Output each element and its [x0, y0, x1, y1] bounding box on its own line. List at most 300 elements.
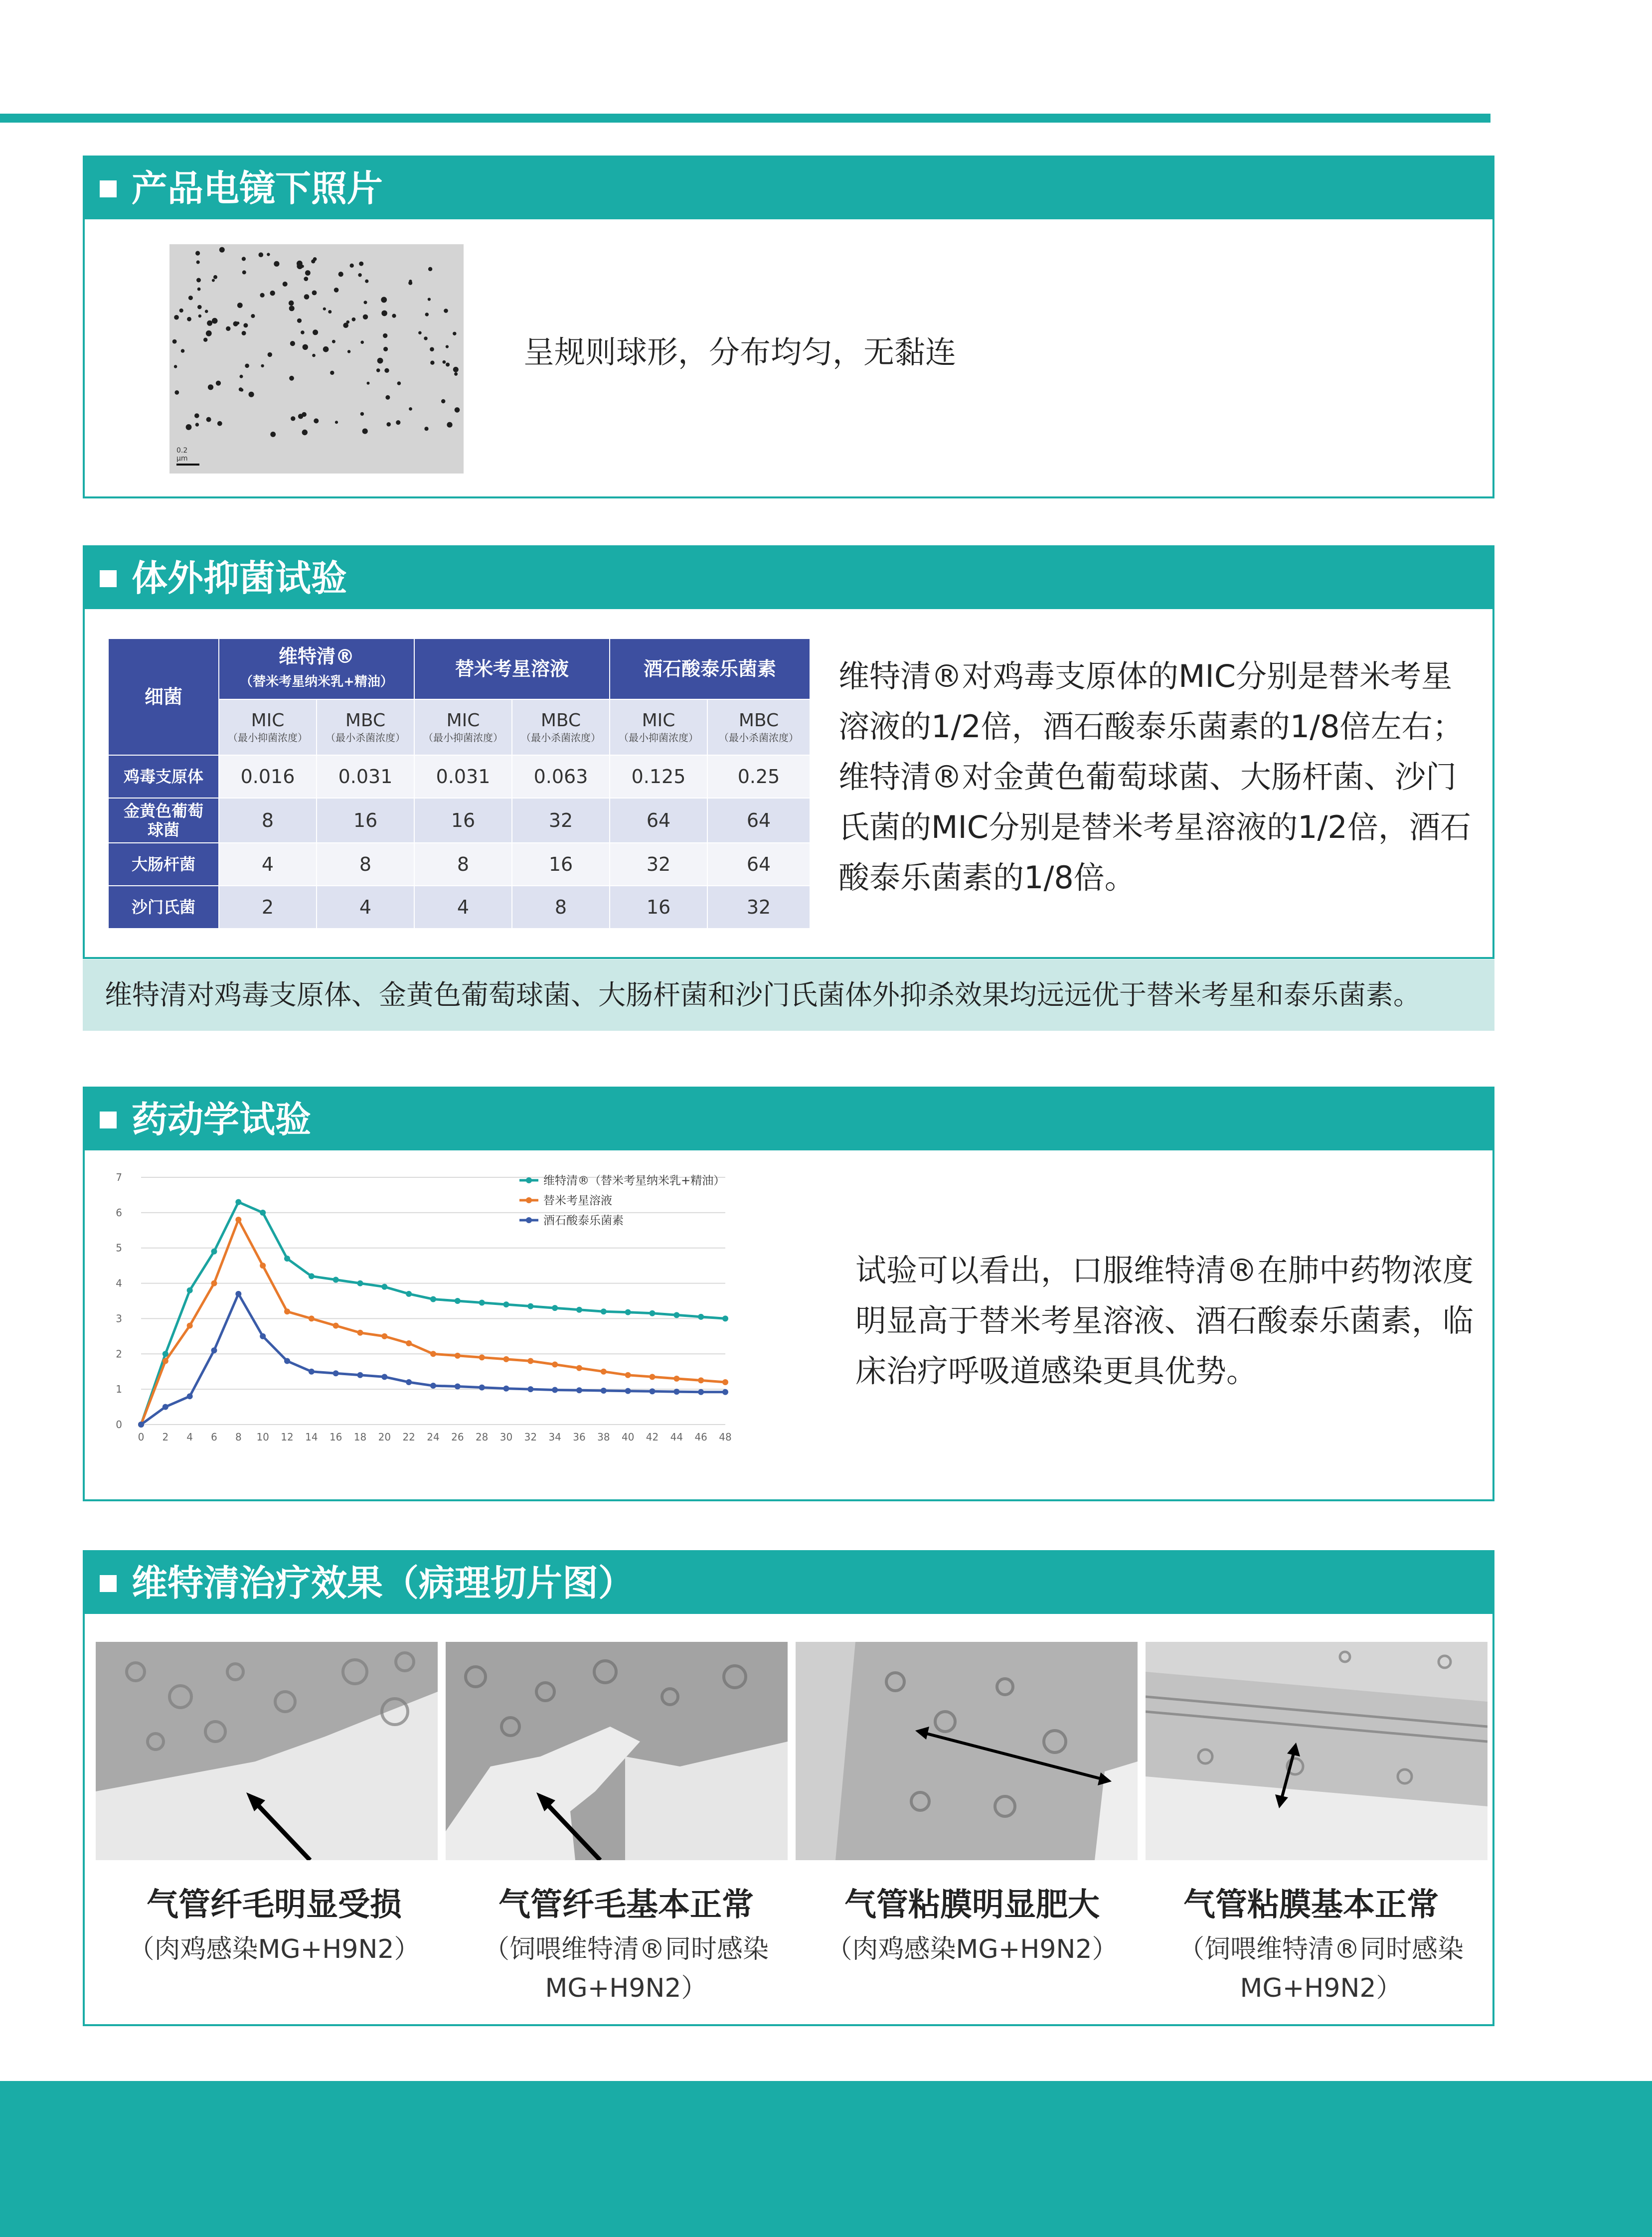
x-tick-label: 8 — [235, 1431, 242, 1443]
particle-dot — [212, 279, 215, 282]
data-point — [576, 1387, 582, 1393]
legend-marker — [526, 1217, 532, 1223]
particle-dot — [206, 330, 212, 336]
particle-dot — [217, 421, 222, 426]
particle-dot — [249, 392, 254, 397]
legend-marker — [526, 1177, 532, 1183]
table-cell: 4 — [414, 886, 512, 929]
particle-dot — [359, 262, 363, 266]
x-tick-label: 22 — [402, 1431, 415, 1443]
particle-dot — [386, 422, 391, 427]
table-cell: 64 — [610, 798, 707, 843]
data-point — [479, 1300, 485, 1306]
x-tick-label: 36 — [573, 1431, 586, 1443]
table-group-header: 替米考星溶液 — [414, 639, 610, 699]
data-point — [698, 1377, 704, 1383]
data-point — [698, 1389, 704, 1395]
particle-dot — [424, 336, 427, 340]
particle-dot — [251, 314, 255, 318]
particle-dot — [332, 340, 335, 343]
x-tick-label: 32 — [524, 1431, 537, 1443]
x-tick-label: 40 — [621, 1431, 635, 1443]
table-row — [108, 755, 810, 798]
table-row — [108, 843, 810, 886]
pathology-image-2 — [446, 1642, 788, 1860]
x-tick-label: 16 — [329, 1431, 342, 1443]
pathology-image-3 — [796, 1642, 1138, 1860]
particle-dot — [334, 288, 339, 293]
section-title: 体外抑菌试验 — [132, 557, 347, 599]
particle-dot — [213, 275, 217, 279]
data-point — [260, 1210, 266, 1216]
section-pharmacokinetics — [83, 1087, 1494, 1501]
data-point — [576, 1365, 582, 1371]
data-point — [284, 1256, 290, 1262]
data-point — [455, 1383, 461, 1389]
particle-dot — [396, 420, 400, 425]
data-point — [211, 1280, 217, 1286]
square-bullet-icon — [100, 1112, 117, 1128]
table-cell: 16 — [610, 886, 707, 929]
y-tick-label: 0 — [116, 1419, 122, 1431]
particle-dot — [385, 395, 390, 400]
particle-dot — [226, 326, 230, 331]
data-point — [284, 1308, 290, 1314]
x-tick-label: 0 — [138, 1431, 145, 1443]
table-cell: 8 — [414, 843, 512, 886]
x-tick-label: 42 — [646, 1431, 659, 1443]
particle-dot — [453, 332, 456, 335]
row-label: 沙门氏菌 — [108, 886, 219, 929]
row-label: 大肠杆菌 — [108, 843, 219, 886]
data-point — [357, 1330, 363, 1336]
table-cell: 64 — [707, 798, 810, 843]
data-point — [381, 1374, 387, 1380]
data-point — [357, 1372, 363, 1378]
data-point — [260, 1333, 266, 1339]
particle-dot — [312, 291, 317, 296]
data-point — [138, 1422, 144, 1428]
y-tick-label: 2 — [116, 1348, 122, 1360]
particle-dot — [245, 364, 249, 368]
data-point — [211, 1347, 217, 1353]
table-cell: 0.25 — [707, 755, 810, 798]
data-point — [284, 1358, 290, 1364]
data-point — [625, 1388, 631, 1394]
particle-dot — [335, 421, 338, 424]
data-point — [235, 1291, 241, 1297]
data-point — [333, 1370, 339, 1376]
particle-dot — [194, 413, 199, 418]
x-tick-label: 44 — [670, 1431, 683, 1443]
electron-microscope-photo — [169, 244, 464, 474]
particle-dot — [267, 253, 270, 256]
particle-dot — [207, 320, 212, 326]
x-tick-label: 30 — [499, 1431, 513, 1443]
particle-dot — [301, 330, 305, 334]
particle-dot — [430, 361, 434, 365]
table-cell: 0.031 — [317, 755, 414, 798]
particle-dot — [197, 288, 201, 291]
data-point — [673, 1376, 679, 1382]
particle-dot — [314, 418, 319, 423]
caption-title: 气管纤毛基本正常 — [498, 1887, 754, 1923]
data-point — [211, 1249, 217, 1255]
sub-header: MBC （最小杀菌浓度） — [317, 699, 414, 755]
arrow-icon — [96, 1642, 438, 1860]
particle-dot — [174, 315, 179, 320]
table-cell: 8 — [512, 886, 610, 929]
y-tick-label: 1 — [116, 1383, 122, 1396]
data-point — [552, 1362, 558, 1368]
section-header — [85, 1552, 1492, 1614]
particle-dot — [328, 310, 331, 314]
particle-dot — [172, 339, 177, 344]
particle-dot — [274, 261, 279, 267]
data-point — [503, 1301, 509, 1307]
particle-dot — [174, 365, 177, 368]
table-cell: 0.063 — [512, 755, 610, 798]
data-point — [625, 1372, 631, 1378]
particle-dot — [289, 306, 295, 311]
particle-dot — [392, 314, 396, 318]
table-group-header: 酒石酸泰乐菌素 — [610, 639, 810, 699]
x-tick-label: 20 — [378, 1431, 391, 1443]
particle-dot — [428, 298, 431, 301]
particle-dot — [302, 430, 308, 435]
data-point — [479, 1354, 485, 1360]
x-tick-label: 6 — [211, 1431, 217, 1443]
particle-dot — [298, 414, 303, 419]
caption-subtitle: （饲喂维特清®同时感染MG+H9N2） — [483, 1934, 769, 2003]
particle-dot — [196, 260, 200, 264]
data-point — [552, 1305, 558, 1311]
particle-dot — [446, 363, 450, 367]
x-tick-label: 18 — [353, 1431, 367, 1443]
data-point — [601, 1388, 607, 1394]
particle-dot — [297, 261, 303, 267]
pathology-image-1 — [96, 1642, 438, 1860]
data-point — [309, 1315, 315, 1321]
double-arrow-icon — [1146, 1642, 1487, 1860]
x-tick-label: 4 — [186, 1431, 193, 1443]
data-point — [722, 1379, 728, 1385]
particle-dot — [360, 340, 364, 344]
top-accent-line — [0, 114, 1490, 123]
particle-dot — [350, 264, 354, 268]
data-point — [527, 1386, 533, 1392]
particle-dot — [242, 270, 246, 274]
caption-subtitle: （饲喂维特清®同时感染MG+H9N2） — [1178, 1934, 1464, 2003]
group-name: 维特清® — [278, 645, 354, 667]
particle-dot — [311, 259, 315, 263]
data-point — [381, 1284, 387, 1290]
data-point — [650, 1374, 656, 1380]
legend-label: 维特清®（替米考星纳米乳+精油） — [543, 1174, 725, 1187]
data-point — [503, 1356, 509, 1362]
particle-dot — [453, 367, 459, 372]
particle-dot — [304, 294, 310, 300]
scale-bar — [176, 447, 199, 466]
particle-dot — [312, 354, 316, 357]
table-cell: 4 — [317, 886, 414, 929]
data-point — [503, 1386, 509, 1392]
particle-dot — [447, 422, 452, 428]
particle-dot — [304, 277, 308, 281]
table-row — [108, 798, 810, 843]
particle-dot — [323, 308, 326, 311]
data-point — [650, 1310, 656, 1316]
data-point — [650, 1388, 656, 1394]
particle-dot — [291, 416, 295, 421]
particle-dot — [186, 424, 192, 430]
particle-dot — [196, 278, 201, 283]
particle-dot — [409, 407, 412, 411]
particle-dot — [290, 341, 295, 346]
particle-dot — [313, 329, 318, 335]
data-point — [163, 1404, 168, 1410]
section-header — [85, 1089, 1492, 1150]
pathology-image-4 — [1146, 1642, 1487, 1860]
table-row — [108, 886, 810, 929]
section-title: 药动学试验 — [132, 1099, 312, 1140]
particle-dot — [197, 305, 202, 310]
table-cell: 32 — [707, 886, 810, 929]
section-title: 维特清治疗效果（病理切片图） — [132, 1562, 635, 1604]
square-bullet-icon — [100, 180, 117, 197]
scale-bar-label: 0.2 μm — [176, 447, 188, 463]
data-point — [187, 1323, 193, 1329]
caption-title: 气管纤毛明显受损 — [147, 1887, 402, 1923]
data-point — [187, 1287, 193, 1293]
particle-dot — [205, 310, 208, 313]
particle-dot — [364, 301, 367, 304]
caption-title: 气管粘膜明显肥大 — [844, 1887, 1100, 1923]
data-point — [309, 1273, 315, 1279]
conclusion-text: 维特清对鸡毒支原体、金黄色葡萄球菌、大肠杆菌和沙门氏菌体外抑杀效果均远远优于替米考星和泰乐菌素。 — [105, 979, 1421, 1011]
table-cell: 2 — [219, 886, 317, 929]
particle-dot — [384, 368, 389, 373]
table-cell: 8 — [317, 843, 414, 886]
data-point — [260, 1263, 266, 1269]
particle-dot — [424, 427, 428, 431]
particle-dot — [188, 296, 193, 300]
data-point — [722, 1315, 728, 1321]
data-point — [357, 1280, 363, 1286]
x-tick-label: 46 — [694, 1431, 707, 1443]
particle-dot — [441, 399, 445, 403]
particle-dot — [195, 251, 200, 255]
particle-dot — [346, 320, 350, 324]
particle-dot — [270, 432, 276, 437]
particle-dot — [352, 318, 356, 321]
data-point — [455, 1298, 461, 1304]
particle-dot — [455, 407, 460, 413]
particle-dot — [330, 371, 334, 375]
section-pathology — [83, 1550, 1494, 2026]
em-description: 呈规则球形，分布均匀，无黏连 — [523, 334, 957, 370]
data-point — [479, 1385, 485, 1391]
caption-subtitle: （肉鸡感染MG+H9N2） — [128, 1934, 420, 1964]
data-point — [698, 1314, 704, 1320]
data-point — [309, 1369, 315, 1375]
data-point — [601, 1308, 607, 1314]
data-point — [381, 1333, 387, 1339]
section-header — [85, 158, 1492, 219]
particle-dot — [242, 257, 246, 261]
table-cell: 8 — [219, 798, 317, 843]
table-cell: 32 — [610, 843, 707, 886]
particle-dot — [443, 360, 446, 364]
legend-label: 替米考星溶液 — [543, 1194, 612, 1207]
data-point — [235, 1217, 241, 1223]
particle-dot — [208, 384, 213, 390]
sub-header: MIC （最小抑菌浓度） — [610, 699, 707, 755]
table-cell: 0.125 — [610, 755, 707, 798]
particle-dot — [297, 319, 302, 323]
table-cell: 0.016 — [219, 755, 317, 798]
em-particles — [169, 244, 464, 474]
data-point — [406, 1340, 412, 1346]
sub-header: MBC （最小杀菌浓度） — [707, 699, 810, 755]
particle-dot — [425, 313, 429, 316]
particle-dot — [365, 280, 368, 283]
particle-dot — [242, 331, 246, 335]
series-line — [141, 1220, 725, 1425]
x-tick-label: 38 — [597, 1431, 610, 1443]
particle-dot — [360, 412, 364, 416]
table-cell: 16 — [414, 798, 512, 843]
table-cell: 32 — [512, 798, 610, 843]
particle-dot — [181, 349, 185, 353]
y-tick-label: 3 — [116, 1312, 122, 1325]
x-tick-label: 14 — [305, 1431, 318, 1443]
data-point — [430, 1351, 436, 1357]
particle-dot — [381, 311, 387, 317]
particle-dot — [376, 368, 380, 372]
particle-dot — [237, 303, 243, 308]
x-tick-label: 26 — [451, 1431, 464, 1443]
particle-dot — [259, 252, 264, 257]
pk-line-chart — [95, 1157, 758, 1496]
group-subtitle: （替米考星纳米乳+精油） — [240, 674, 393, 689]
x-tick-label: 28 — [475, 1431, 489, 1443]
x-tick-label: 24 — [427, 1431, 440, 1443]
data-point — [333, 1277, 339, 1282]
particle-dot — [338, 272, 343, 277]
table-group-header — [219, 639, 414, 699]
particle-dot — [347, 350, 350, 353]
data-point — [625, 1309, 631, 1315]
table-cell: 16 — [512, 843, 610, 886]
in-vitro-conclusion — [83, 959, 1494, 1031]
particle-dot — [260, 293, 265, 298]
scale-bar-line — [176, 464, 199, 466]
particle-dot — [187, 317, 191, 321]
data-point — [430, 1296, 436, 1302]
y-tick-label: 5 — [116, 1242, 122, 1254]
particle-dot — [323, 346, 329, 352]
particle-dot — [381, 297, 387, 303]
particle-dot — [444, 309, 448, 313]
particle-dot — [362, 429, 368, 434]
x-tick-label: 10 — [256, 1431, 269, 1443]
section-em-photo — [83, 156, 1494, 498]
particle-dot — [377, 358, 383, 364]
particle-dot — [428, 267, 432, 271]
x-tick-label: 48 — [719, 1431, 732, 1443]
particle-dot — [305, 270, 311, 276]
data-point — [673, 1389, 679, 1395]
pk-paragraph: 试验可以看出，口服维特清®在肺中药物浓度明显高于替米考星溶液、酒石酸泰乐菌素，临床治疗呼吸道感染更具优势。 — [855, 1252, 1474, 1389]
data-point — [673, 1312, 679, 1318]
particle-dot — [219, 247, 225, 253]
sub-header: MIC （最小抑菌浓度） — [219, 699, 317, 755]
mic-mbc-table — [108, 638, 811, 929]
particle-dot — [367, 382, 370, 385]
particle-dot — [240, 375, 243, 378]
particle-dot — [430, 347, 434, 351]
particle-dot — [397, 381, 401, 385]
arrow-icon — [446, 1642, 788, 1860]
data-point — [527, 1358, 533, 1364]
double-arrow-icon — [796, 1642, 1138, 1860]
particle-dot — [216, 381, 221, 386]
particle-dot — [198, 315, 201, 318]
particle-dot — [303, 344, 308, 350]
x-tick-label: 12 — [281, 1431, 294, 1443]
particle-dot — [289, 376, 294, 381]
particle-dot — [289, 301, 294, 306]
section-title: 产品电镜下照片 — [132, 167, 383, 209]
particle-dot — [195, 423, 199, 426]
legend-label: 酒石酸泰乐菌素 — [543, 1214, 624, 1227]
data-point — [406, 1291, 412, 1297]
particle-dot — [363, 315, 368, 320]
table-cell: 0.031 — [414, 755, 512, 798]
particle-dot — [446, 345, 449, 348]
data-point — [527, 1303, 533, 1309]
sub-header: MBC （最小杀菌浓度） — [512, 699, 610, 755]
bottom-band — [0, 2081, 1652, 2237]
data-point — [163, 1358, 168, 1364]
caption-title: 气管粘膜基本正常 — [1183, 1887, 1439, 1923]
particle-dot — [179, 309, 183, 313]
particle-dot — [408, 281, 412, 285]
data-point — [552, 1387, 558, 1393]
data-point — [406, 1379, 412, 1385]
particle-dot — [236, 321, 239, 324]
data-point — [235, 1199, 241, 1205]
particle-dot — [383, 347, 388, 351]
in-vitro-paragraph: 维特清®对鸡毒支原体的MIC分别是替米考星溶液的1/2倍，酒石酸泰乐菌素的1/8倍左右；维特清®对金黄色葡萄球菌、大肠杆菌、沙门氏菌的MIC分别是替米考星溶液的1/2倍，酒石酸泰乐菌素的1/8倍。 — [838, 658, 1471, 896]
table-cell: 4 — [219, 843, 317, 886]
particle-dot — [283, 282, 288, 287]
particle-dot — [206, 417, 211, 422]
legend-marker — [526, 1197, 532, 1203]
y-tick-label: 7 — [116, 1171, 122, 1183]
section-in-vitro — [83, 545, 1494, 959]
data-point — [576, 1307, 582, 1313]
particle-dot — [270, 291, 275, 296]
row-label: 金黄色葡萄球菌 — [108, 798, 219, 843]
particle-dot — [454, 372, 458, 376]
particle-dot — [383, 333, 387, 338]
data-point — [333, 1323, 339, 1329]
row-label: 鸡毒支原体 — [108, 755, 219, 798]
data-point — [430, 1383, 436, 1389]
caption-subtitle: （肉鸡感染MG+H9N2） — [826, 1934, 1118, 1964]
